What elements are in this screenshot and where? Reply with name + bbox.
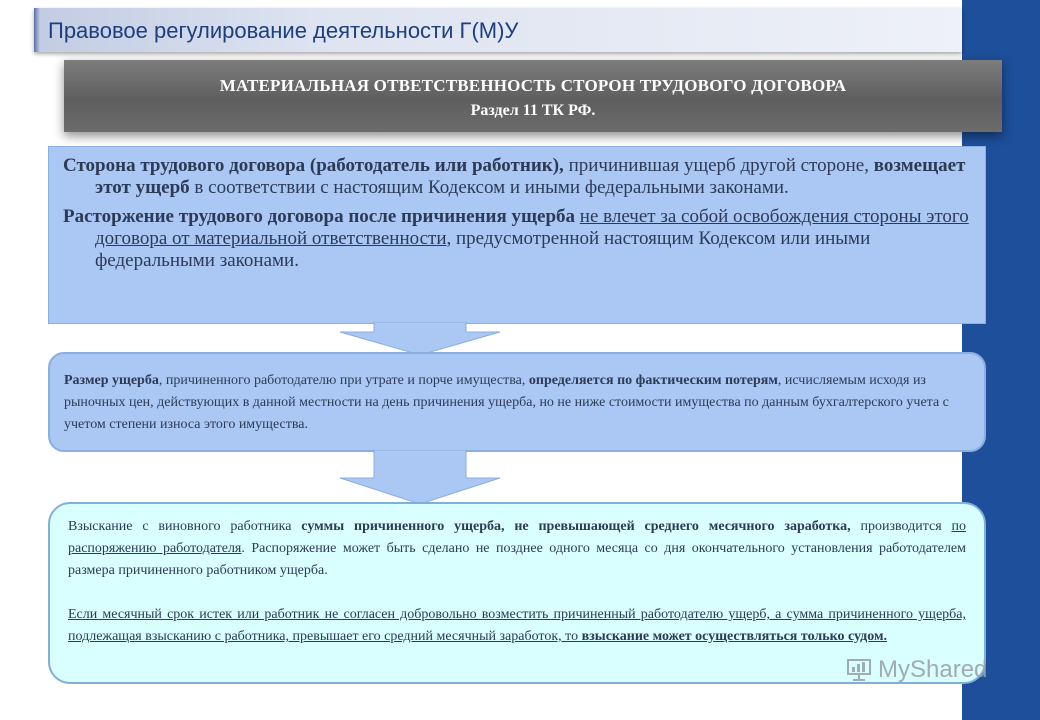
damage-amount-text [64,370,972,436]
principle-paragraph-1 [63,155,973,199]
page-title: Правовое регулирование деятельности Г(М)У [48,18,519,43]
box2-text-1: , причиненного работодателю при утрате и порче имущества, [158,373,529,388]
box3-p2-bold-underline: взыскание может осуществляться только судом. [581,629,888,644]
liability-principles-box [48,146,986,324]
box2-bold-1: Размер ущерба [64,373,159,388]
watermark [846,656,987,684]
section-subheading: Раздел 11 ТК РФ. [470,102,596,119]
recovery-paragraph-1 [68,516,966,582]
recovery-paragraph-2 [68,604,966,648]
box3-p2-underline: Если месячный срок истек или работник не согласен добровольно возместить причиненный работодателю ущерб, а сумма причиненного ущерба, подлежащая взысканию с работника, превышает его средний месячный заработок, то [68,607,966,644]
down-arrow-icon [334,322,506,356]
p1-text-1: причинившая ущерб другой стороне, [563,155,874,176]
box3-p1-text-2: производится [850,519,952,534]
down-arrow-icon [334,450,506,506]
presentation-icon [846,658,872,682]
p2-underline: не влечет за собой освобождения стороны этого договора от материальной ответственности [95,206,969,249]
box2-text-2: , исчисляемым исходя из рыночных цен, действующих в данной местности на день причинения ущерба, но не ниже стоимости имущества по данным бухгалтерского учета с учетом степени износа этого имущества. [64,373,949,432]
p1-bold-1: Сторона трудового договора (работодатель или работник), [63,155,564,176]
box3-p1-bold: суммы причиненного ущерба, не превышающей среднего месячного заработка, [301,519,851,534]
p1-bold-2: возмещает этот ущерб [95,155,966,198]
box3-p1-text-3: . Распоряжение может быть сделано не позднее одного месяца со дня окончательного установления работодателем размера причиненного работником ущерба. [68,541,967,578]
watermark-text: MyShared [878,656,988,683]
p2-text: , предусмотренной настоящим Кодексом или иными федеральными законами. [95,228,871,271]
p1-text-2: в соответствии с настоящим Кодексом и иными федеральными законами. [189,177,789,198]
principle-paragraph-2 [63,206,973,272]
title-bar [34,8,962,52]
section-heading: МАТЕРИАЛЬНАЯ ОТВЕТСТВЕННОСТЬ СТОРОН ТРУДОВОГО ДОГОВОРА [219,76,847,95]
box2-bold-2: определяется по фактическим потерям [528,373,778,388]
p2-bold: Расторжение трудового договора после причинения ущерба [63,206,576,227]
damage-amount-box [48,352,986,452]
box3-p1-text-1: Взыскание с виновного работника [68,519,302,534]
section-header [64,60,1002,132]
box3-p1-underline: по распоряжению работодателя [68,519,966,556]
